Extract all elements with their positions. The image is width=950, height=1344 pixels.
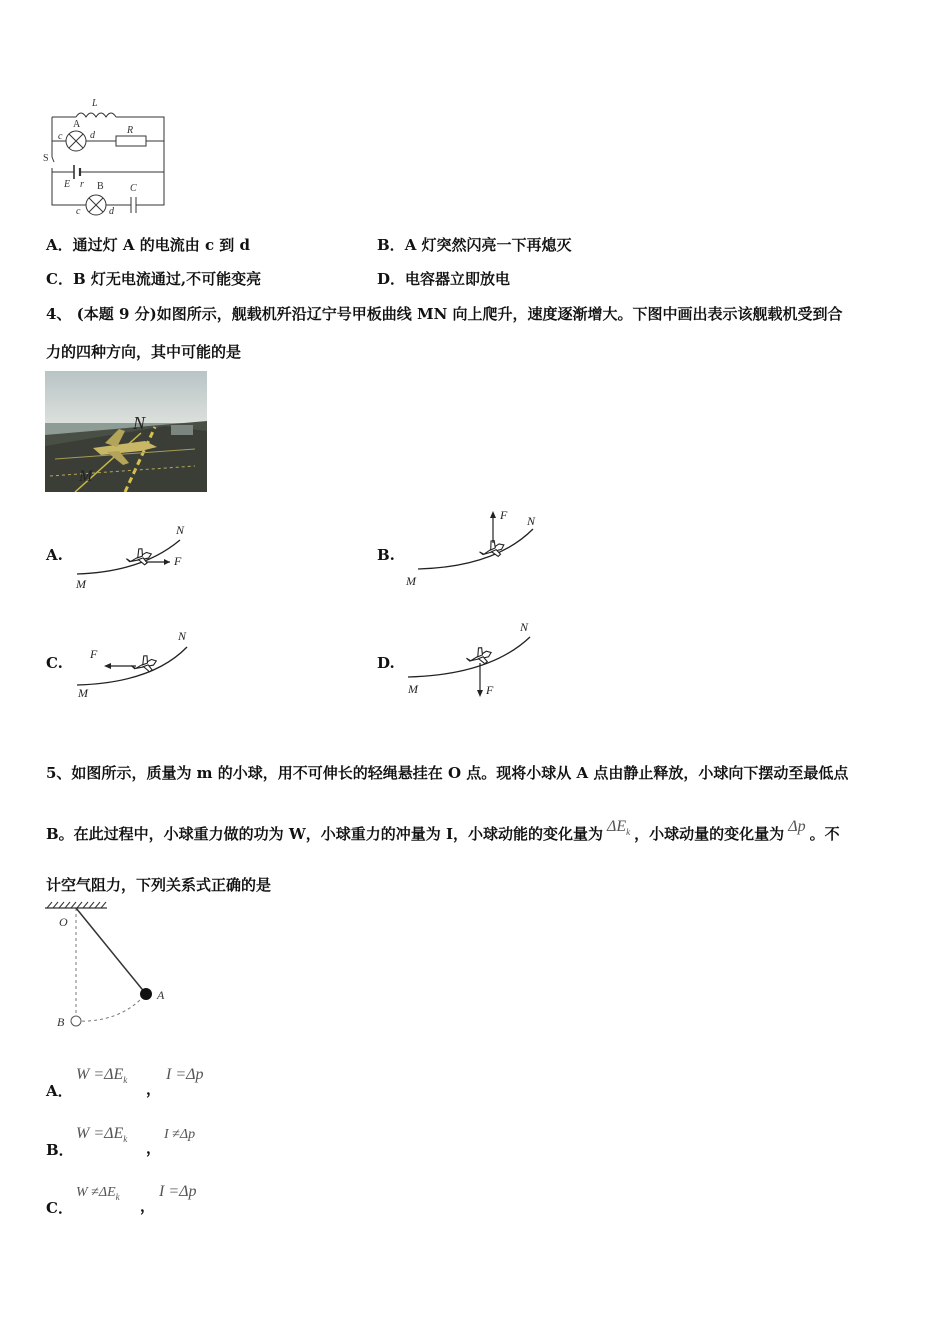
q4-option-d-figure[interactable] (400, 615, 550, 705)
circuit-diagram (40, 95, 175, 220)
q4b-label-F: F (500, 508, 508, 522)
q5-dp: Δp (788, 818, 806, 835)
label-E: E (64, 179, 71, 190)
q4-option-b-letter[interactable]: B. (377, 546, 395, 564)
q3-option-b[interactable]: B．A 灯突然闪亮一下再熄灭 (377, 236, 572, 254)
q4b-label-N: N (527, 514, 536, 528)
q4-option-a-figure[interactable] (72, 520, 197, 595)
q5a-expr1: $W =\Delta E_k$ (76, 1066, 128, 1086)
q5a-expr2: I =Δp (166, 1066, 204, 1083)
q4-stem-line2: 力的四种方向，其中可能的是 (46, 343, 242, 361)
q4b-label-M: M (406, 574, 416, 588)
label-c2: c (76, 206, 81, 217)
photo-label-N: N (133, 413, 146, 433)
label-S: S (43, 153, 49, 164)
q4c-label-N: N (178, 629, 187, 643)
label-C: C (130, 183, 137, 194)
q4-option-a-letter[interactable]: A. (46, 546, 63, 564)
label-A: A (73, 119, 81, 130)
q5c-expr1: $W \ne\Delta E_k$ (76, 1185, 120, 1202)
q3-option-d[interactable]: D．电容器立即放电 (377, 270, 511, 288)
carrier-deck-photo (45, 371, 207, 492)
q4c-label-F: F (90, 647, 98, 661)
q3-option-c[interactable]: C．B 灯无电流通过,不可能变亮 (46, 270, 262, 288)
q4-option-c-figure[interactable] (72, 625, 197, 705)
pendulum-label-B: B (57, 1015, 65, 1029)
q4-option-d-letter[interactable]: D. (377, 654, 395, 672)
q5-stem-line3: 计空气阻力，下列关系式正确的是 (46, 876, 272, 894)
q5b-expr1: $W =\Delta E_k$ (76, 1125, 128, 1145)
q4-option-c-letter[interactable]: C. (46, 654, 63, 672)
label-d: d (90, 130, 95, 141)
q4-option-b-figure[interactable] (400, 505, 550, 595)
q4a-label-F: F (174, 554, 182, 568)
label-d2: d (109, 206, 114, 217)
label-B: B (97, 181, 104, 192)
q5-stem-line1: 5、如图所示，质量为 m 的小球，用不可伸长的轻绳悬挂在 O 点。现将小球从 A 点由静止释放，小球向下摆动至最低点 (46, 764, 849, 782)
photo-label-M: M (79, 468, 93, 485)
q4a-label-N: N (176, 523, 185, 537)
q4a-label-M: M (76, 577, 86, 591)
pendulum-diagram (40, 898, 180, 1033)
label-L: L (92, 98, 98, 109)
q4d-label-F: F (486, 683, 494, 697)
q5b-expr2: I ≠Δp (164, 1127, 196, 1142)
label-r: r (80, 179, 84, 190)
q4-stem-line1: 4、 (本题 9 分)如图所示，舰载机歼沿辽宁号甲板曲线 MN 向上爬升，速度逐渐增大。下图中画出表示该舰载机受到合 (46, 305, 843, 323)
label-c: c (58, 131, 63, 142)
q4d-label-N: N (520, 620, 529, 634)
label-R: R (127, 125, 134, 136)
q4c-label-M: M (78, 686, 88, 700)
pendulum-label-A: A (157, 988, 165, 1002)
pendulum-label-O: O (59, 915, 68, 929)
q5-stem-line2: B。在此过程中，小球重力做的功为 W，小球重力的冲量为 I，小球动能的变化量为 $\Delta E_k$ ，小球动量的变化量为 Δp 。不 (46, 818, 840, 843)
q3-option-a[interactable]: A．通过灯 A 的电流由 c 到 d (46, 236, 251, 254)
q4d-label-M: M (408, 682, 418, 696)
q5-dEk: $\Delta E_k$ (607, 818, 631, 838)
q5c-expr2: I =Δp (159, 1183, 197, 1200)
